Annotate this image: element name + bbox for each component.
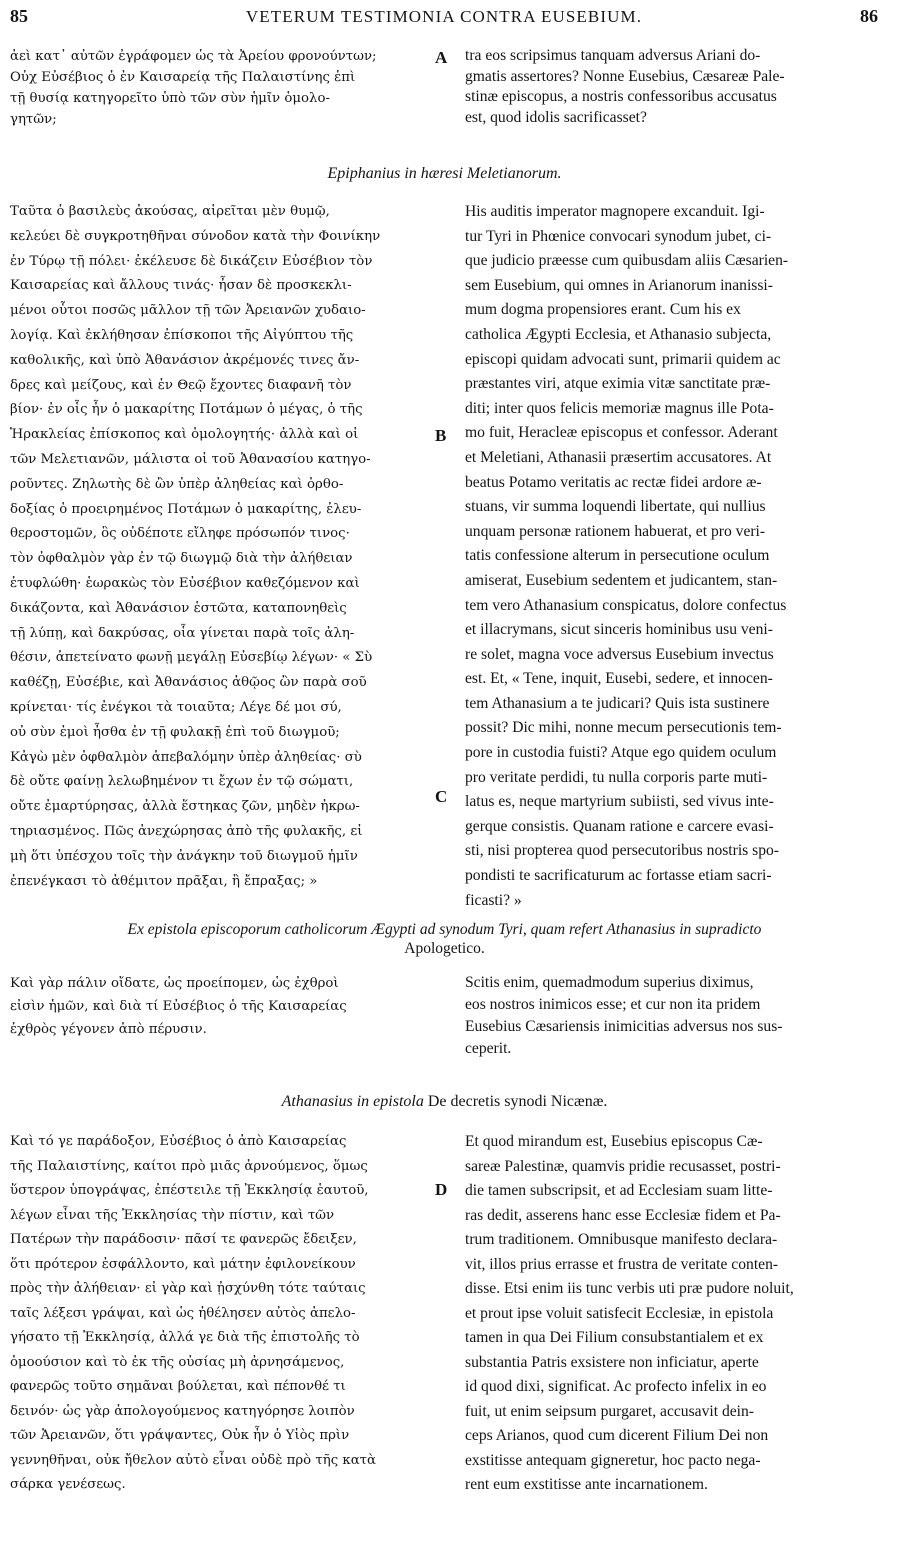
margin-letter-d: D [435,1180,448,1199]
page-number-right: 86 [860,6,878,26]
margin-letter-c: C [435,787,448,806]
heading-upright-part: De decretis synodi Nicænæ. [427,1093,608,1110]
section-epistola [10,972,879,1072]
latin-column: Scitis enim, quemadmodum superius diximus, eos nostros inimicos esse; et cur non ita pridem Eusebius Cæsariensis inimicitias adversus nos sus- ceperit. [465,974,783,1057]
greek-column: Ταῦτα ὁ βασιλεὺς ἀκούσας, αἱρεῖται μὲν θυμῷ, κελεύει δὲ συγκροτηθῆναι σύνοδον κατὰ τὴν Φοινίκην ἐν Τύρῳ τῇ πόλει· ἐκέλευσε δὲ δικάζειν Εὐσέβιον τὸν Καισαρείας καὶ ἄλλους τινάς· ἦσαν δὲ προσκεκλι- μένοι οὗτοι ποσῶς μᾶλλον τῇ τῶν Ἀρειανῶν χυδαιο- λογίᾳ. Καὶ ἐκλήθησαν ἐπίσκοποι τῆς Αἰγύπτου τῆς καθολικῆς, καὶ ὑπὸ Ἀθανάσιον ἀκρέμονές τινες ἄν- δρες καὶ μείζους, καὶ ἐν Θεῷ ἔχοντες διαφανῆ τὸν βίον· ἐν οἷς ἦν ὁ μακαρίτης Ποτάμων ὁ μέγας, ὁ τῆς Ἡρακλείας ἐπίσκοπος καὶ ὁμολογητής· ἀλλὰ καὶ οἱ τῶν Μελετιανῶν, μάλιστα οἱ τοῦ Ἀθανασίου κατηγο- ροῦντες. Ζηλωτὴς δὲ ὢν ὑπὲρ ἀληθείας καὶ ὀρθο- δοξίας ὁ προειρημένος Ποτάμων ὁ μακαρίτης, ἐλευ- θεροστομῶν, ὃς οὐδέποτε εἴληφε πρόσωπόν τινος· τὸν ὀφθαλμὸν γὰρ ἐν τῷ διωγμῷ διὰ τὴν ἀλήθειαν ἐτυφλώθη· ἑωρακὼς τὸν Εὐσέβιον καθεζόμενον καὶ δικάζοντα, καὶ Ἀθανάσιον ἑστῶτα, καταπονηθεὶς τῇ λύπῃ, καὶ δακρύσας, οἷα γίνεται παρὰ τοῖς ἀλη- θέσιν, ἀπετείνατο φωνῇ μεγάλῃ Εὐσεβίῳ λέγων· « Σὺ καθέζῃ, Εὐσέβιε, καὶ Ἀθανάσιος ἀθῷος ὢν παρὰ σοῦ κρίνεται· τίς ἐνέγκοι τὰ τοιαῦτα; Λέγε δέ μοι σύ, οὐ σὺν ἐμοὶ ἦσθα ἐν τῇ φυλακῇ ἐπὶ τοῦ διωγμοῦ; Κἀγὼ μὲν ὀφθαλμὸν ἀπεβαλόμην ὑπὲρ ἀληθείας· σὺ δὲ οὔτε φαίνῃ λελωβημένον τι ἔχων ἐν τῷ σώματι, οὔτε ἐμαρτύρησας, ἀλλὰ ἕστηκας ζῶν, μηδὲν ἠκρω- τηριασμένος. Πῶς ἀνεχώρησας ἀπὸ τῆς φυλακῆς, εἰ μὴ ὅτι ὑπέσχου τοῖς τὴν ἀνάγκην τοῦ διωγμοῦ ἡμῖν ἐπενέγκασι τὸ ἀθέμιτον πρᾶξαι, ἢ ἔπραξας; » [10,204,381,889]
latin-column: His auditis imperator magnopere excanduit. Igi- tur Tyri in Phœnice convocari synodum jubet, ci- que judicio præesse cum quibusdam aliis Cæsarien- sem Eusebium, qui omnes in Arianorum inanissi- mum dogma propensiores erant. Cum his ex catholica Ægypti Ecclesia, et Athanasio subjecta, episcopi quidam advocati sunt, primarii quidem ac præstantes viri, atque eximia vitæ sanctitate præ- diti; inter quos felicis memoriæ magnus ille Pota- mo fuit, Heracleæ episcopus et confessor. Aderant et Meletiani, Athanasii præsertim accusatores. At beatus Potamo veritatis ac rectæ fidei ardore æ- stuans, vir summa loquendi libertate, qui nullius unquam personæ rationem habuerat, et pro veri- tatis confessione alterum in persecutione oculum amiserat, Eusebium sedentem et judicantem, stan- tem vero Athanasium conspicatus, dolore confectus et illacrymans, sicut sinceris hominibus usu veni- re solet, magna voce adversus Eusebium invectus est. Et, « Tene, inquit, Eusebi, sedere, et innocen- tem Athanasium a te judicari? Quis ista sustinere possit? Dic mihi, nonne mecum persecutionis tem- pore in custodia fuisti? Atque ego quidem oculum pro veritate perdidi, tu nulla corporis parte muti- latus es, neque martyrium subiisti, sed vivus inte- gerque consistis. Quanam ratione e carcere evasi- sti, nisi propterea quod persecutoribus nostris spo- pondisti te sacrificaturum ac fortasse etiam sacri- ficasti? » [465,203,789,909]
margin-letter-b: B [435,426,447,445]
page-number-left: 85 [10,6,28,26]
section-heading-epistola-continued: Apologetico. [404,940,485,957]
greek-column: Καὶ γὰρ πάλιν οἴδατε, ὡς προείπομεν, ὡς ἐχθροὶ εἰσὶν ἡμῶν, καὶ διὰ τί Εὐσέβιος ὁ τῆς Καισαρείας ἐχθρὸς γέγονεν ἀπὸ πέρυσιν. [10,976,347,1037]
section-heading-epistola: Ex epistola episcoporum catholicorum Ægypti ad synodum Tyri, quam refert Athanasius in supradicto [127,921,762,938]
latin-column: tra eos scripsimus tanquam adversus Ariani do- gmatis assertores? Nonne Eusebius, Cæsareæ Pale- stinæ episcopus, a nostris confessoribus accusatus est, quod idolis sacrificasset? [465,47,785,126]
section-heading-athanasius [10,1093,879,1111]
running-title: VETERUM TESTIMONIA CONTRA EUSEBIUM. [245,7,643,26]
latin-column: Et quod mirandum est, Eusebius episcopus Cæ- sareæ Palestinæ, quamvis pridie recusasset, postri- die tamen subscripsit, et ad Ecclesiam suam litte- ras dedit, asserens hanc esse Ecclesiæ fidem et Pa- trum traditionem. Omnibusque manifesto declara- vit, illos prius errasse et frustra de veritate conten- disse. Etsi enim iis tunc verbis uti præ pudore noluit, et prout ipse voluit satisfecit Ecclesiæ, in epistola tamen in qua Dei Filium consubstantialem et ex substantia Patris exsistere non inficiatur, aperte id quod dixi, significat. Ac profecto infelix in eo fuit, ut enim seipsum purgaret, accusavit dein- ceps Arianos, quod cum dicerent Filium Dei non exstitisse antequam gigneretur, hoc pacto nega- rent eum exstitisse ante incarnationem. [465,1133,794,1493]
greek-column: Καὶ τό γε παράδοξον, Εὐσέβιος ὁ ἀπὸ Καισαρείας τῆς Παλαιστίνης, καίτοι πρὸ μιᾶς ἀρνούμενος, ὅμως ὕστερον ὑπογράψας, ἐπέστειλε τῇ Ἐκκλησίᾳ ἑαυτοῦ, λέγων εἶναι τῆς Ἐκκλησίας τὴν πίστιν, καὶ τῶν Πατέρων τὴν παράδοσιν· πᾶσί τε φανερῶς ἔδειξεν, ὅτι πρότερον ἐσφάλλοντο, καὶ μάτην ἐφιλονείκουν πρὸς τὴν ἀλήθειαν· εἰ γὰρ καὶ ᾐσχύνθη τότε ταύταις ταῖς λέξεσι γράψαι, καὶ ὡς ἠθέλησεν αὐτὸς ἀπελο- γήσατο τῇ Ἐκκλησίᾳ, ἀλλά γε διὰ τῆς ἐπιστολῆς τὸ ὁμοούσιον καὶ τὸ ἐκ τῆς οὐσίας μὴ ἀρνησάμενος, φανερῶς τοῦτο σημᾶναι βούλεται, καὶ πέπονθέ τι δεινόν· ὡς γὰρ ἀπολογούμενος κατηγόρησε λοιπὸν τῶν Ἀρειανῶν, ὅτι γράψαντες, Οὐκ ἦν ὁ Υἱὸς πρὶν γεννηθῆναι, οὐκ ἤθελον αὐτὸ εἶναι οὐδὲ πρὸ τῆς κατὰ σάρκα γενέσεως. [10,1134,377,1492]
greek-column: ἀεὶ κατ᾿ αὐτῶν ἐγράφομεν ὡς τὰ Ἀρείου φρονούντων; Οὐχ Εὐσέβιος ὁ ἐν Καισαρείᾳ τῆς Παλαιστίνης ἐπὶ τῇ θυσίᾳ κατηγορεῖτο ὑπὸ τῶν σὺν ἡμῖν ὁμολο- γητῶν; [10,49,377,127]
running-header [10,6,878,36]
margin-letter-a: A [435,48,448,67]
heading-italic-part: Athanasius in epistola [281,1093,424,1110]
section-heading-epiphanius: Epiphanius in hæresi Meletianorum. [327,165,562,182]
